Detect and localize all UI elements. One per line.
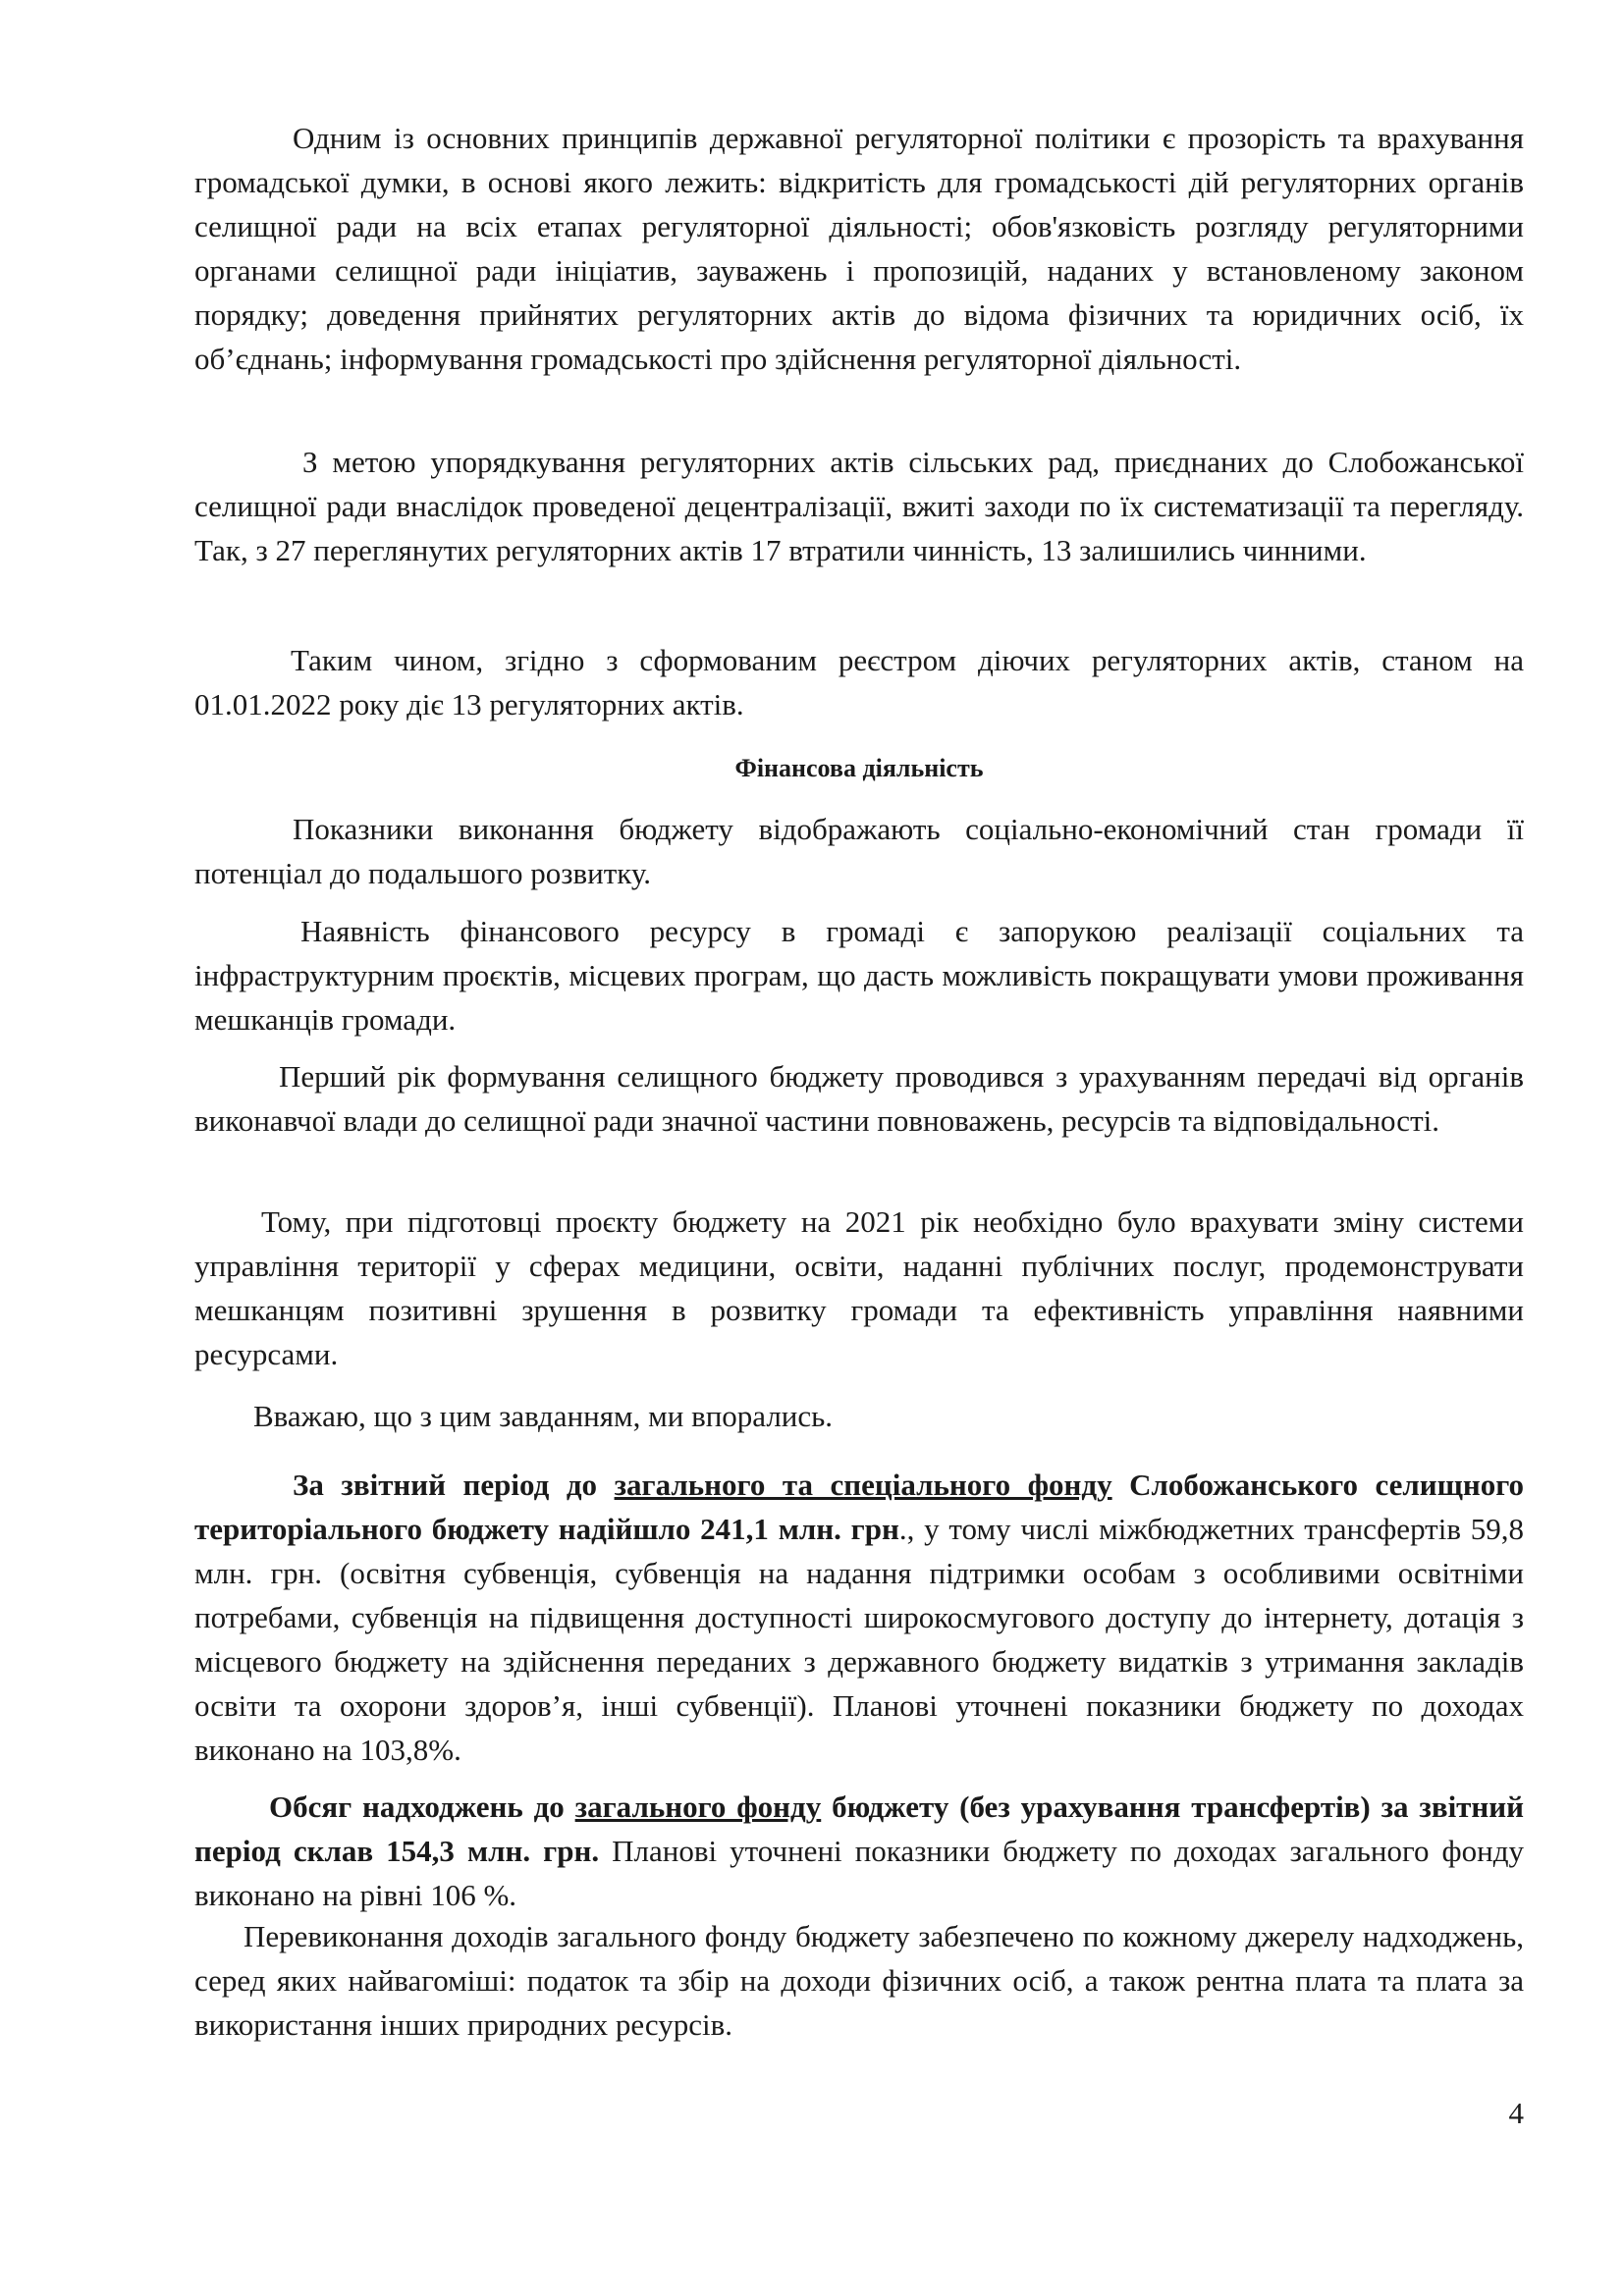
section-heading: Фінансова діяльність bbox=[734, 754, 984, 782]
general-fund-details: Планові уточнені показники бюджету по доходах загального фонду виконано на рівні 106 %. bbox=[194, 1834, 1524, 1912]
page-number: 4 bbox=[1508, 2096, 1524, 2130]
revenue-details: ., у тому числі міжбюджетних трансфертів 59,8 млн. грн. (освітня субвенція, субвенція на надання підтримки особам з особливими освітніми потребами, субвенція на підвищення доступності широкосмугового доступу до інтернету, дотація з місцевого бюджету на здійснення переданих з державного бюджету видатків з утримання закладів освіти та охорони здоров’я, інші субвенції). Планові уточнені показники бюджету по доходах виконано на 103,8%. bbox=[194, 1512, 1524, 1767]
revenue-bold-lead: За звітний період до bbox=[293, 1468, 615, 1502]
paragraph-task-done: Вважаю, що з цим завданням, ми впорались. bbox=[253, 1399, 834, 1433]
paragraph-budget-2021: Тому, при підготовці проєкту бюджету на 2021 рік необхідно було врахувати зміну системи управління території у сферах медицини, освіти, наданні публічних послуг, продемонструвати мешканцям позитивні зрушення в розвитку громади та ефективність управління наявними ресурсами. bbox=[194, 1204, 1524, 1371]
general-fund-underlined: загального фонду bbox=[574, 1789, 822, 1824]
paragraph-financial-resource: Наявність фінансового ресурсу в громаді є запорукою реалізації соціальних та інфраструктурним проєктів, місцевих програм, що дасть можливість покращувати умови проживання мешканців громади. bbox=[194, 914, 1524, 1037]
paragraph-regulatory-principles: Одним із основних принципів державної регуляторної політики є прозорість та врахування громадської думки, в основі якого лежить: відкритість для громадськості дій регуляторних органів селищної ради на всіх етапах регуляторної діяльності; обов'язковість розгляду регуляторними органами селищної ради ініціатив, зауважень і пропозицій, наданих у встановленому законом порядку; доведення прийнятих регуляторних актів до відома фізичних та юридичних осіб, їх об’єднань; інформування громадськості про здійснення регуляторної діяльності. bbox=[194, 121, 1524, 376]
general-fund-bold-lead: Обсяг надходжень до bbox=[269, 1789, 575, 1824]
paragraph-overfulfillment: Перевиконання доходів загального фонду бюджету забезпечено по кожному джерелу надходжень, серед яких найвагоміші: податок та збір на доходи фізичних осіб, а також рентна плата та плата за використання інших природних ресурсів. bbox=[194, 1919, 1524, 2042]
paragraph-general-fund bbox=[194, 1785, 1524, 1917]
paragraph-budget-indicators: Показники виконання бюджету відображають соціально-економічний стан громади її потенціал до подальшого розвитку. bbox=[194, 812, 1524, 890]
paragraph-acts-registry: Таким чином, згідно з сформованим реєстром діючих регуляторних актів, станом на 01.01.2022 року діє 13 регуляторних актів. bbox=[194, 643, 1524, 721]
general-fund-bold-amount: бюджету (без урахування трансфертів) за звітний період склав 154,3 млн. грн. bbox=[194, 1789, 1524, 1868]
paragraph-revenue-total bbox=[194, 1463, 1524, 1772]
revenue-bold-amount: Слобожанського селищного територіального бюджету надійшло 241,1 млн. грн bbox=[194, 1468, 1524, 1546]
paragraph-first-year: Перший рік формування селищного бюджету проводився з урахуванням передачі від органів виконавчої влади до селищної ради значної частини повноважень, ресурсів та відповідальності. bbox=[194, 1059, 1524, 1138]
revenue-underlined-fund: загального та спеціального фонду bbox=[614, 1468, 1112, 1502]
paragraph-regulatory-acts-review: З метою упорядкування регуляторних актів сільських рад, приєднаних до Слобожанської селищної ради внаслідок проведеної децентралізації, вжиті заходи по їх систематизації та перегляду. Так, з 27 переглянутих регуляторних актів 17 втратили чинність, 13 залишились чинними. bbox=[194, 445, 1524, 567]
